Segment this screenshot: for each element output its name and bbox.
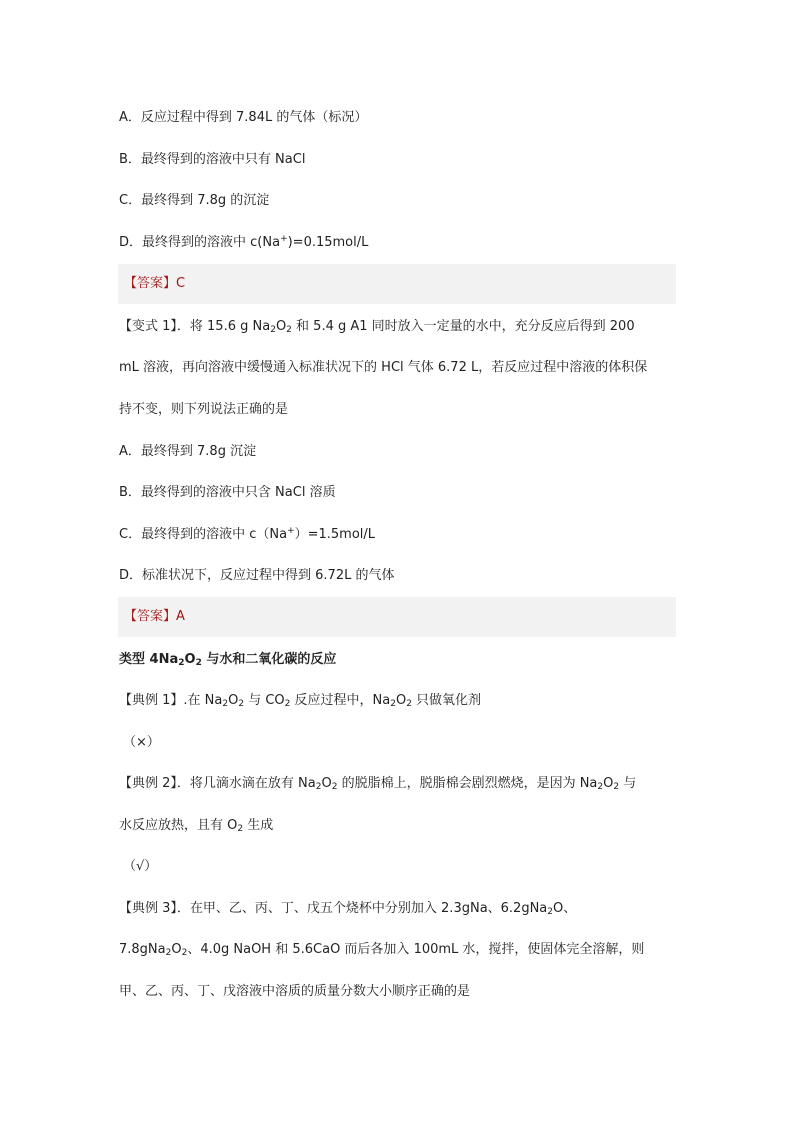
variant1-text: 【变式 1】．将 15.6 g Na	[119, 319, 271, 334]
example-text: O	[395, 693, 407, 708]
example2-line-1	[119, 775, 636, 793]
example-text: ．将几滴水滴在放有 Na	[176, 776, 316, 791]
heading-text: 与水和二氧化碳的反应	[201, 652, 337, 667]
subscript: 2	[222, 699, 229, 709]
example-text: 7.8gNa	[119, 942, 166, 957]
subscript: 2	[284, 699, 291, 709]
variant1-text: 和 5.4 g A1 同时放入一定量的水中，充分反应后得到 200	[291, 319, 635, 334]
q1-option-b: B．最终得到的溶液中只有 NaCl	[119, 152, 306, 167]
variant1-option-c-pre: C．最终得到的溶液中 c（Na	[119, 527, 288, 542]
example3-line-1	[119, 900, 576, 918]
q1-option-d-sup: +	[280, 234, 288, 244]
variant1-line-2: mL 溶液，再向溶液中缓慢通入标准状况下的 HCl 气体 6.72 L，若反应过程中溶液的体积保	[119, 360, 648, 375]
variant1-answer-tag: 【答案】	[124, 609, 177, 624]
q1-answer-box	[118, 264, 676, 304]
example-text: 与 CO	[244, 693, 285, 708]
example-text: 生成	[243, 818, 274, 833]
variant1-option-c	[119, 526, 375, 544]
example-text: O	[603, 776, 614, 791]
subscript: 2	[286, 325, 292, 335]
subscript: 2	[406, 699, 412, 709]
subscript: 2	[181, 948, 188, 958]
example3-line-3: 甲、乙、丙、丁、戊溶液中溶质的质量分数大小顺序正确的是	[119, 984, 471, 999]
variant1-option-d: D．标准状况下，反应过程中得到 6.72L 的气体	[119, 568, 395, 583]
example-text: ．在甲、乙、丙、丁、戊五个烧杯中分别加入 2.3gNa、6.2gNa	[176, 901, 548, 916]
subscript: 2	[315, 782, 322, 792]
example-text: 反应过程中，Na	[290, 693, 391, 708]
example-text: 、4.0g NaOH 和 5.6CaO 而后各加入 100mL 水，搅拌，使固体完全溶解，则	[187, 942, 645, 957]
example-text: O	[321, 776, 332, 791]
variant1-answer-value: A	[176, 609, 185, 624]
example-text: 水反应放热，且有 O	[119, 818, 238, 833]
subscript: 2	[331, 782, 338, 792]
example-text: O、	[553, 901, 577, 916]
example-text: .在 Na	[183, 693, 223, 708]
subscript: 2	[238, 699, 245, 709]
subscript: 2	[597, 782, 604, 792]
variant1-text: O	[275, 319, 287, 334]
example-text: O	[171, 942, 182, 957]
subscript: 2	[195, 658, 202, 668]
type4-heading	[119, 651, 336, 669]
heading-text: 类型 4Na	[119, 652, 179, 667]
variant1-line-1	[119, 318, 635, 336]
superscript: +	[287, 526, 295, 536]
variant1-option-a: A．最终得到 7.8g 沉淀	[119, 444, 257, 459]
subscript: 2	[165, 948, 172, 958]
q1-option-a: A．反应过程中得到 7.84L 的气体（标况）	[119, 110, 368, 125]
variant1-line-3: 持不变，则下列说法正确的是	[119, 402, 289, 417]
example3-line-2	[119, 941, 644, 959]
subscript: 2	[237, 824, 244, 834]
example-tag: 【典例 1】	[119, 693, 184, 708]
variant1-answer-box	[118, 597, 676, 637]
example-tag: 【典例 2】	[119, 776, 177, 791]
example-tag: 【典例 3】	[119, 901, 177, 916]
q1-option-d-post: )=0.15mol/L	[287, 235, 369, 250]
subscript: 2	[178, 658, 185, 668]
subscript: 2	[390, 699, 396, 709]
subscript: 2	[270, 325, 276, 335]
example-text: 只做氧化剂	[411, 693, 482, 708]
subscript: 2	[547, 907, 554, 917]
q1-answer-value: C	[176, 276, 186, 291]
q1-answer-tag: 【答案】	[124, 276, 177, 291]
heading-text: O	[184, 652, 196, 667]
q1-option-d	[119, 234, 368, 252]
example-text: 与	[619, 776, 637, 791]
subscript: 2	[613, 782, 620, 792]
q1-option-d-pre: D．最终得到的溶液中 c(Na	[119, 235, 281, 250]
example1-result: （×）	[123, 735, 160, 750]
example1-statement	[119, 692, 481, 710]
variant1-option-b: B．最终得到的溶液中只含 NaCl 溶质	[119, 485, 336, 500]
variant1-option-c-post: ）=1.5mol/L	[294, 527, 376, 542]
q1-option-c: C．最终得到 7.8g 的沉淀	[119, 193, 270, 208]
example2-result: （√）	[123, 859, 158, 874]
example-text: O	[228, 693, 239, 708]
example-text: 的脱脂棉上，脱脂棉会剧烈燃烧，是因为 Na	[337, 776, 598, 791]
example2-line-2	[119, 817, 273, 835]
